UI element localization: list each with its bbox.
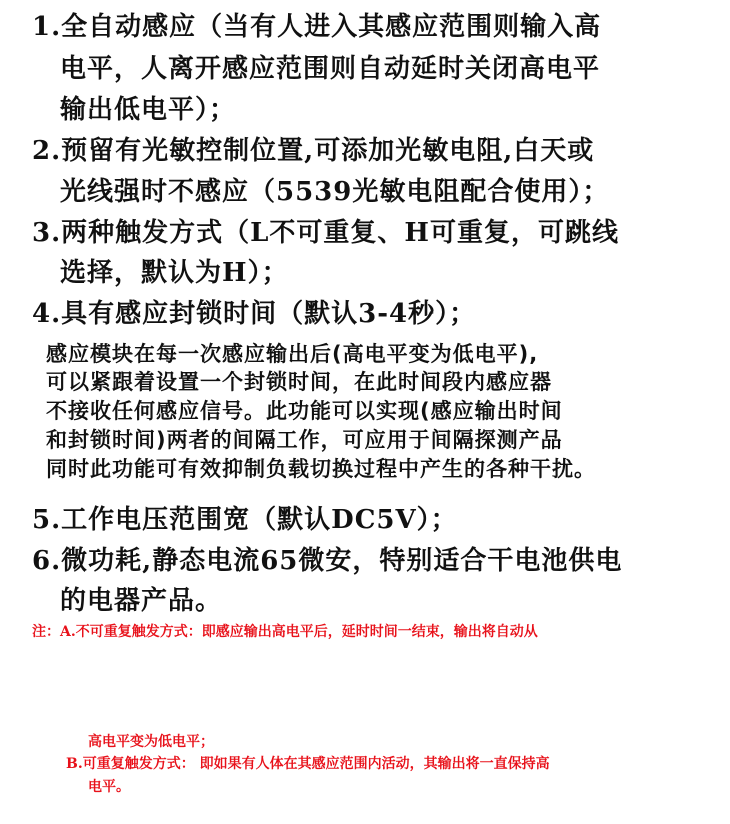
note-a-line-2: 高电平变为低电平；: [88, 734, 214, 750]
block-desc-line-1: 感应模块在每一次感应输出后(高电平变为低电平),: [46, 342, 539, 366]
note-b-line-2: 电平。: [88, 779, 130, 795]
block-desc-line-2: 可以紧跟着设置一个封锁时间，在此时间段内感应器: [46, 370, 552, 394]
block-desc-line-5: 同时此功能可有效抑制负载切换过程中产生的各种干扰。: [46, 457, 596, 481]
block-desc-line-4: 和封锁时间)两者的间隔工作，可应用于间隔探测产品: [46, 428, 563, 452]
note-b-line-1: B.可重复触发方式： 即如果有人体在其感应范围内活动，其输出将一直保持高: [66, 756, 550, 772]
feature-1-line-3: 输出低电平）；: [60, 95, 237, 125]
feature-1-line-2: 电平，人离开感应范围则自动延时关闭高电平: [60, 54, 601, 84]
feature-2-line-1: 2.预留有光敏控制位置,可添加光敏电阻,白天或: [32, 136, 595, 166]
feature-3-line-2: 选择，默认为H）；: [60, 258, 289, 288]
feature-1-line-1: 1.全自动感应（当有人进入其感应范围则输入高: [32, 12, 602, 42]
feature-2-line-2: 光线强时不感应（5539光敏电阻配合使用）；: [60, 177, 610, 207]
feature-3-line-1: 3.两种触发方式（L不可重复、H可重复，可跳线: [32, 218, 619, 248]
feature-5-line-1: 5.工作电压范围宽（默认DC5V）；: [32, 505, 458, 535]
block-desc-line-3: 不接收任何感应信号。此功能可以实现(感应输出时间: [46, 399, 563, 423]
feature-4-line-1: 4.具有感应封锁时间（默认3-4秒）；: [32, 299, 477, 329]
feature-6-line-2: 的电器产品。: [60, 586, 223, 616]
note-a-line-1: 注：A.不可重复触发方式：即感应输出高电平后，延时时间一结束，输出将自动从: [32, 624, 538, 640]
feature-6-line-1: 6.微功耗,静态电流65微安，特别适合干电池供电: [32, 546, 623, 576]
